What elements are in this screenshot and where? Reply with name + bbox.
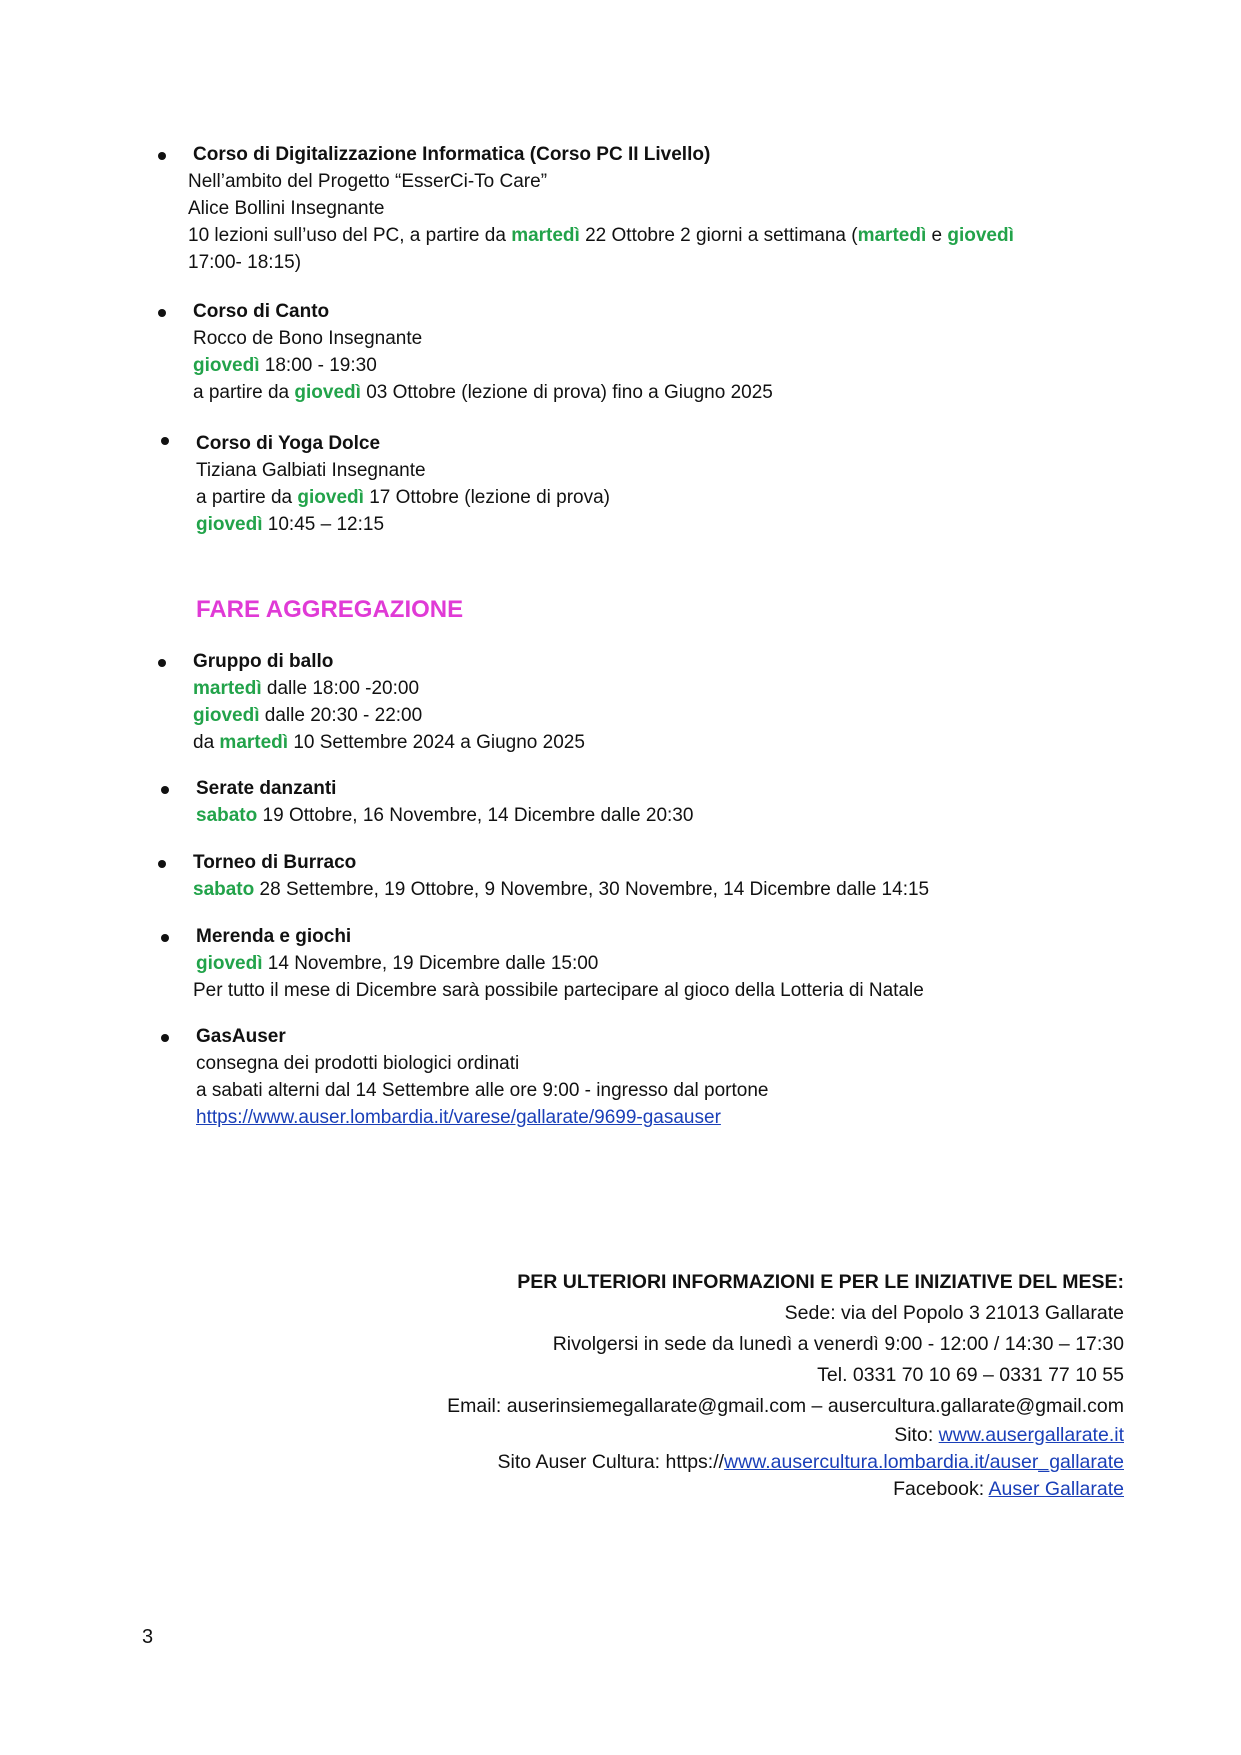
info-cultura	[447, 1449, 1124, 1476]
day-label: giovedì	[297, 487, 364, 508]
time-text: dalle 18:00 -20:00	[261, 678, 420, 699]
activity-line	[196, 802, 693, 829]
time-text: 10:45 – 12:15	[262, 514, 385, 535]
info-facebook	[447, 1476, 1124, 1503]
activity-title: Merenda e giochi	[196, 926, 352, 947]
dates-text: 19 Ottobre, 16 Novembre, 14 Dicembre dalle 20:30	[257, 805, 694, 826]
info-block	[447, 1267, 1124, 1503]
course-title: Corso di Yoga Dolce	[196, 433, 381, 454]
bullet-icon	[161, 437, 169, 445]
period-text: 10 Settembre 2024 a Giugno 2025	[288, 732, 585, 753]
bullet-icon	[161, 934, 169, 942]
site-link[interactable]: www.ausergallarate.it	[938, 1424, 1124, 1446]
page-number: 3	[142, 1626, 154, 1648]
day-label: martedì	[219, 732, 289, 753]
activity-line: consegna dei prodotti biologici ordinati	[196, 1053, 520, 1074]
day-label: giovedì	[196, 514, 263, 535]
info-email: Email: auserinsiemegallarate@gmail.com – ausercultura.gallarate@gmail.com	[447, 1395, 1124, 1417]
info-heading: PER ULTERIORI INFORMAZIONI E PER LE INIZIATIVE DEL MESE:	[517, 1271, 1124, 1293]
activity-serate	[196, 775, 693, 829]
day-label: giovedì	[193, 355, 260, 376]
day-label: giovedì	[196, 953, 263, 974]
site-label: Sito:	[894, 1424, 939, 1446]
cultura-link[interactable]: www.ausercultura.lombardia.it/auser_gallarate	[724, 1451, 1124, 1473]
day-label: sabato	[196, 805, 258, 826]
schedule-text: 10 lezioni sull’uso del PC, a partire da	[188, 225, 512, 246]
activity-title: Gruppo di ballo	[193, 651, 334, 672]
course-schedule	[188, 222, 1014, 249]
course-time: 17:00- 18:15)	[188, 252, 302, 273]
course-time	[193, 352, 773, 379]
activity-line	[193, 876, 929, 903]
course-yoga	[196, 430, 610, 538]
course-teacher: Rocco de Bono Insegnante	[193, 328, 423, 349]
course-start	[193, 379, 773, 406]
day-label: giovedì	[294, 382, 361, 403]
schedule-text: 22 Ottobre 2 giorni a settimana (	[579, 225, 858, 246]
activity-line: a sabati alterni dal 14 Settembre alle ore 9:00 - ingresso dal portone	[196, 1080, 769, 1101]
bullet-icon	[158, 860, 166, 868]
activity-line	[193, 675, 585, 702]
day-label: martedì	[193, 678, 262, 699]
course-digitalizzazione	[188, 141, 1014, 276]
bullet-icon	[158, 309, 166, 317]
day-label: martedì	[857, 225, 927, 246]
schedule-text: e	[926, 225, 948, 246]
course-teacher: Tiziana Galbiati Insegnante	[196, 460, 426, 481]
time-text: dalle 20:30 - 22:00	[259, 705, 423, 726]
course-title: Corso di Canto	[193, 301, 330, 322]
day-label: sabato	[193, 879, 255, 900]
bullet-icon	[161, 786, 169, 794]
section-title: FARE AGGREGAZIONE	[196, 596, 464, 623]
activity-line	[196, 950, 924, 977]
activity-title: Torneo di Burraco	[193, 852, 357, 873]
activity-merenda	[193, 923, 924, 1004]
activity-line	[193, 702, 585, 729]
day-label: martedì	[511, 225, 580, 246]
period-text: da	[193, 732, 220, 753]
start-text: 03 Ottobre (lezione di prova) fino a Giugno 2025	[360, 382, 773, 403]
activity-title: GasAuser	[196, 1026, 286, 1047]
start-text: 17 Ottobre (lezione di prova)	[363, 487, 610, 508]
course-project: Nell’ambito del Progetto “EsserCi-To Care”	[188, 171, 548, 192]
dates-text: 28 Settembre, 19 Ottobre, 9 Novembre, 30 Novembre, 14 Dicembre dalle 14:15	[254, 879, 930, 900]
facebook-link[interactable]: Auser Gallarate	[988, 1478, 1124, 1500]
course-title: Corso di Digitalizzazione Informatica (Corso PC II Livello)	[193, 144, 711, 165]
info-hours: Rivolgersi in sede da lunedì a venerdì 9:00 - 12:00 / 14:30 – 17:30	[552, 1333, 1124, 1355]
activity-gasauser	[196, 1023, 768, 1131]
activity-ballo	[193, 648, 585, 756]
info-site	[447, 1422, 1124, 1449]
activity-line	[193, 729, 585, 756]
dates-text: 14 Novembre, 19 Dicembre dalle 15:00	[262, 953, 599, 974]
day-label: giovedì	[947, 225, 1014, 246]
info-phone: Tel. 0331 70 10 69 – 0331 77 10 55	[817, 1364, 1124, 1386]
activity-burraco	[193, 849, 929, 903]
course-teacher: Alice Bollini Insegnante	[188, 198, 385, 219]
bullet-icon	[158, 152, 166, 160]
bullet-icon	[158, 659, 166, 667]
time-text: 18:00 - 19:30	[259, 355, 377, 376]
course-time	[196, 511, 610, 538]
course-canto	[193, 298, 773, 406]
cultura-label: Sito Auser Cultura: https://	[497, 1451, 725, 1473]
activity-title: Serate danzanti	[196, 778, 337, 799]
start-text: a partire da	[196, 487, 298, 508]
info-address: Sede: via del Popolo 3 21013 Gallarate	[784, 1302, 1124, 1324]
activity-note: Per tutto il mese di Dicembre sarà possibile partecipare al gioco della Lotteria di Natale	[193, 980, 924, 1001]
bullet-icon	[161, 1034, 169, 1042]
day-label: giovedì	[193, 705, 260, 726]
start-text: a partire da	[193, 382, 295, 403]
course-start	[196, 484, 610, 511]
gasauser-link[interactable]: https://www.auser.lombardia.it/varese/gallarate/9699-gasauser	[196, 1107, 721, 1128]
activity-link-line	[196, 1104, 768, 1131]
facebook-label: Facebook:	[893, 1478, 989, 1500]
